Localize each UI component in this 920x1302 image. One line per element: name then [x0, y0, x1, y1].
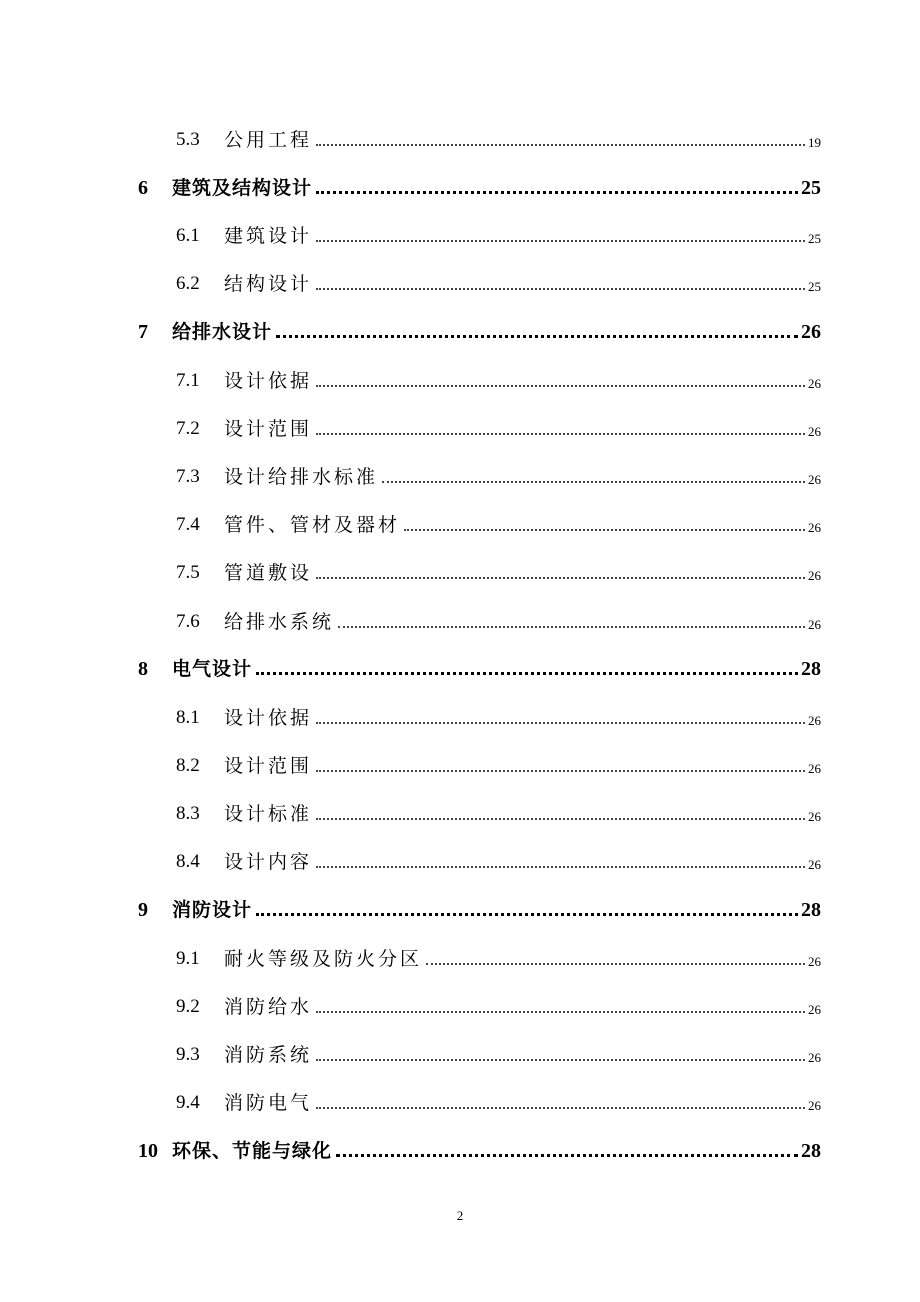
toc-entry-number: 8.2 — [176, 755, 200, 776]
toc-entry[interactable] — [176, 989, 821, 1019]
toc-entry-number: 6.2 — [176, 273, 200, 294]
toc-entry-page: 26 — [808, 713, 821, 728]
toc-entry-title: 消防系统 — [224, 1044, 313, 1066]
toc-entry-page: 26 — [808, 809, 821, 824]
toc-leader-dots — [316, 144, 805, 146]
toc-entry-page: 26 — [808, 761, 821, 776]
toc-leader-dots — [316, 240, 805, 242]
toc-leader-dots — [382, 481, 805, 483]
toc-leader-dots — [316, 288, 805, 290]
toc-entry-page: 26 — [808, 617, 821, 632]
toc-entry-page: 26 — [808, 568, 821, 583]
toc-entry-number: 8 — [138, 658, 148, 680]
toc-leader-dots — [338, 626, 805, 628]
toc-entry[interactable] — [176, 844, 821, 874]
toc-entry-page: 26 — [808, 1098, 821, 1113]
toc-entry[interactable] — [176, 1037, 821, 1067]
toc-entry-title: 消防给水 — [224, 996, 313, 1018]
toc-entry-title: 建筑设计 — [224, 225, 313, 247]
toc-entry-title: 给排水系统 — [224, 611, 335, 633]
toc-entry[interactable] — [176, 796, 821, 826]
toc-entry-title: 结构设计 — [224, 273, 313, 295]
toc-leader-dots — [316, 770, 805, 772]
toc-entry-number: 8.1 — [176, 707, 200, 728]
toc-entry-number: 9.4 — [176, 1092, 200, 1113]
toc-leader-dots — [276, 335, 798, 338]
toc-entry-page: 25 — [808, 279, 821, 294]
toc-entry-page: 25 — [801, 177, 821, 199]
toc-entry-title: 公用工程 — [224, 129, 313, 151]
toc-entry-page: 26 — [808, 424, 821, 439]
toc-entry-title: 管件、管材及器材 — [224, 514, 401, 536]
toc-leader-dots — [316, 385, 805, 387]
toc-entry-title: 设计依据 — [224, 370, 313, 392]
toc-entry-number: 7 — [138, 321, 148, 343]
toc-entry[interactable] — [138, 892, 821, 922]
toc-leader-dots — [316, 577, 805, 579]
toc-entry-number: 7.1 — [176, 370, 200, 391]
toc-entry-number: 6.1 — [176, 225, 200, 246]
toc-entry-title: 耐火等级及防火分区 — [224, 948, 423, 970]
toc-entry-title: 设计给排水标准 — [224, 466, 379, 488]
toc-entry[interactable] — [138, 314, 821, 344]
toc-entry-number: 5.3 — [176, 129, 200, 150]
toc-entry-title: 建筑及结构设计 — [172, 177, 313, 199]
toc-leader-dots — [316, 1107, 805, 1109]
toc-entry-title: 设计标准 — [224, 803, 313, 825]
toc-entry[interactable] — [176, 555, 821, 585]
toc-entry[interactable] — [176, 459, 821, 489]
toc-entry-number: 9 — [138, 899, 148, 921]
toc-leader-dots — [316, 191, 798, 194]
toc-entry[interactable] — [176, 941, 821, 971]
toc-entry[interactable] — [176, 218, 821, 248]
toc-entry-page: 26 — [808, 472, 821, 487]
toc-entry-page: 26 — [808, 954, 821, 969]
toc-leader-dots — [316, 433, 805, 435]
toc-entry-number: 8.4 — [176, 851, 200, 872]
toc-entry[interactable] — [138, 651, 821, 681]
toc-entry-title: 设计内容 — [224, 851, 313, 873]
toc-leader-dots — [316, 1059, 805, 1061]
toc-entry-title: 设计范围 — [224, 418, 313, 440]
toc-entry-page: 28 — [801, 1140, 821, 1162]
toc-entry-page: 19 — [808, 135, 821, 150]
toc-entry-page: 28 — [801, 899, 821, 921]
toc-entry[interactable] — [176, 266, 821, 296]
toc-entry-number: 9.3 — [176, 1044, 200, 1065]
toc-entry-title: 环保、节能与绿化 — [172, 1140, 333, 1162]
toc-entry-number: 7.2 — [176, 418, 200, 439]
toc-entry-number: 7.6 — [176, 611, 200, 632]
toc-entry-number: 6 — [138, 177, 148, 199]
toc-entry-title: 消防电气 — [224, 1092, 313, 1114]
toc-entry-page: 26 — [808, 857, 821, 872]
toc-entry-number: 7.5 — [176, 562, 200, 583]
toc-entry-title: 给排水设计 — [172, 321, 273, 343]
toc-leader-dots — [256, 672, 798, 675]
toc-entry-title: 管道敷设 — [224, 562, 313, 584]
toc-leader-dots — [336, 1154, 798, 1157]
toc-entry[interactable] — [176, 604, 821, 634]
toc-leader-dots — [316, 866, 805, 868]
toc-entry[interactable] — [176, 363, 821, 393]
toc-entry-title: 电气设计 — [172, 658, 253, 680]
toc-leader-dots — [316, 1011, 805, 1013]
toc-entry-title: 设计范围 — [224, 755, 313, 777]
toc-entry-page: 26 — [808, 1002, 821, 1017]
toc-entry-number: 10 — [138, 1140, 158, 1162]
toc-leader-dots — [316, 818, 805, 820]
toc-entry-number: 9.1 — [176, 948, 200, 969]
toc-entry-page: 28 — [801, 658, 821, 680]
toc-leader-dots — [426, 963, 805, 965]
toc-leader-dots — [404, 529, 805, 531]
toc-entry[interactable] — [138, 1133, 821, 1163]
toc-entry-number: 8.3 — [176, 803, 200, 824]
toc-entry[interactable] — [176, 700, 821, 730]
toc-entry-number: 7.4 — [176, 514, 200, 535]
toc-entry[interactable] — [176, 507, 821, 537]
toc-entry-number: 9.2 — [176, 996, 200, 1017]
page-number: 2 — [456, 1208, 464, 1223]
toc-entry[interactable] — [176, 1085, 821, 1115]
toc-leader-dots — [316, 722, 805, 724]
toc-entry[interactable] — [176, 122, 821, 152]
toc-entry-page: 26 — [808, 376, 821, 391]
toc-entry-title: 设计依据 — [224, 707, 313, 729]
toc-entry[interactable] — [176, 411, 821, 441]
toc-entry[interactable] — [138, 170, 821, 200]
toc-entry-page: 26 — [808, 1050, 821, 1065]
toc-entry-number: 7.3 — [176, 466, 200, 487]
toc-entry-page: 26 — [801, 321, 821, 343]
toc-entry-page: 26 — [808, 520, 821, 535]
toc-entry-page: 25 — [808, 231, 821, 246]
toc-entry[interactable] — [176, 748, 821, 778]
toc-leader-dots — [256, 913, 798, 916]
toc-entry-title: 消防设计 — [172, 899, 253, 921]
